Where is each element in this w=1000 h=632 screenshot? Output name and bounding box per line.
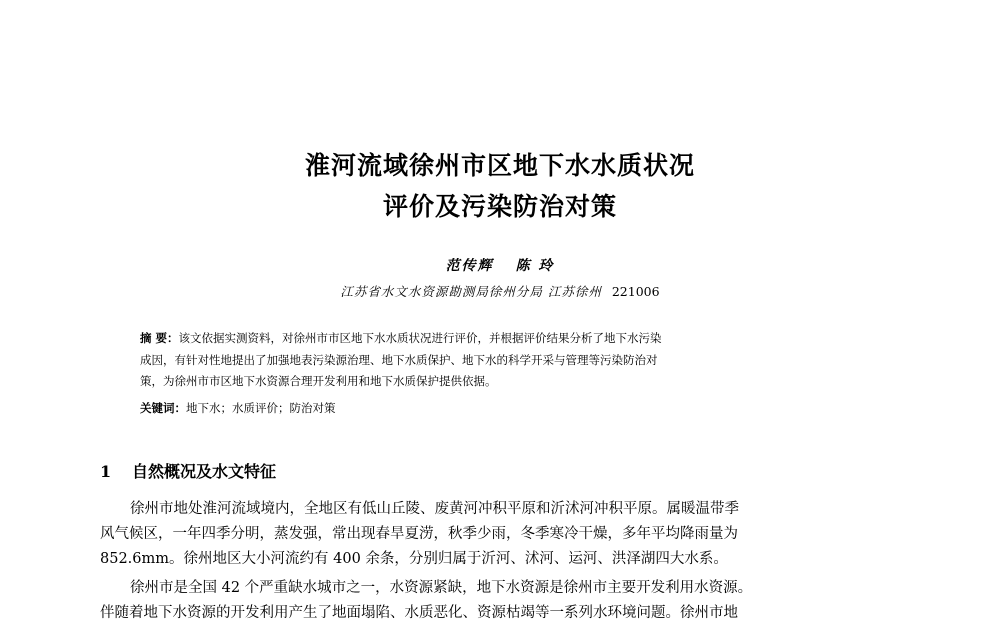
section-title: 自然概况及水文特征 [132,462,277,481]
abstract-line-1: 摘 要：该文依据实测资料，对徐州市市区地下水水质状况进行评价，并根据评价结果分析了地下水污染 [140,331,662,345]
paragraph-line: 风气候区，一年四季分明，蒸发强，常出现春旱夏涝，秋季少雨，冬季寒冷干燥，多年平均降雨量为 [100,526,738,542]
authors [0,255,1000,275]
affiliation-text: 江苏省水文水资源勘测局徐州分局 江苏徐州 [340,284,602,299]
abstract-line-3: 策，为徐州市市区地下水资源合理开发利用和地下水质保护提供依据。 [140,374,497,388]
section-number: 1 [100,462,112,481]
section-paragraph-1 [100,497,900,572]
affiliation-postcode: 221006 [611,284,660,299]
paragraph-line: 徐州市地处淮河流域境内，全地区有低山丘陵、废黄河冲积平原和沂沭河冲积平原。属暖温带季 [130,501,739,517]
paper-title-line-1: 淮河流域徐州市区地下水水质状况 [304,151,695,180]
abstract-line-2: 成因，有针对性地提出了加强地表污染源治理、地下水质保护、地下水的科学开采与管理等污染防治对 [140,352,658,367]
author-1: 范传辉 [445,258,494,274]
paragraph-line: 852.6mm。徐州地区大小河流约有 400 余条，分别归属于沂河、沭河、运河、洪泽湖四大水系。 [100,551,728,567]
paragraph-line: 伴随着地下水资源的开发利用产生了地面塌陷、水质恶化、资源枯竭等一系列水环境问题。徐州市地 [100,605,738,621]
affiliation [0,282,1000,300]
abstract [140,328,875,393]
keywords [140,400,336,416]
paragraph-line: 徐州市是全国 42 个严重缺水城市之一，水资源紧缺，地下水资源是徐州市主要开发利用水资源。 [130,580,753,596]
paper-title-line-2: 评价及污染防治对策 [382,192,617,221]
section-paragraph-2 [100,576,900,626]
keywords-label: 关键词： [140,401,186,415]
author-2: 陈 玲 [515,258,555,274]
section-heading [100,459,276,482]
keywords-text: 地下水；水质评价；防治对策 [186,401,336,415]
abstract-label: 摘 要： [140,331,179,345]
